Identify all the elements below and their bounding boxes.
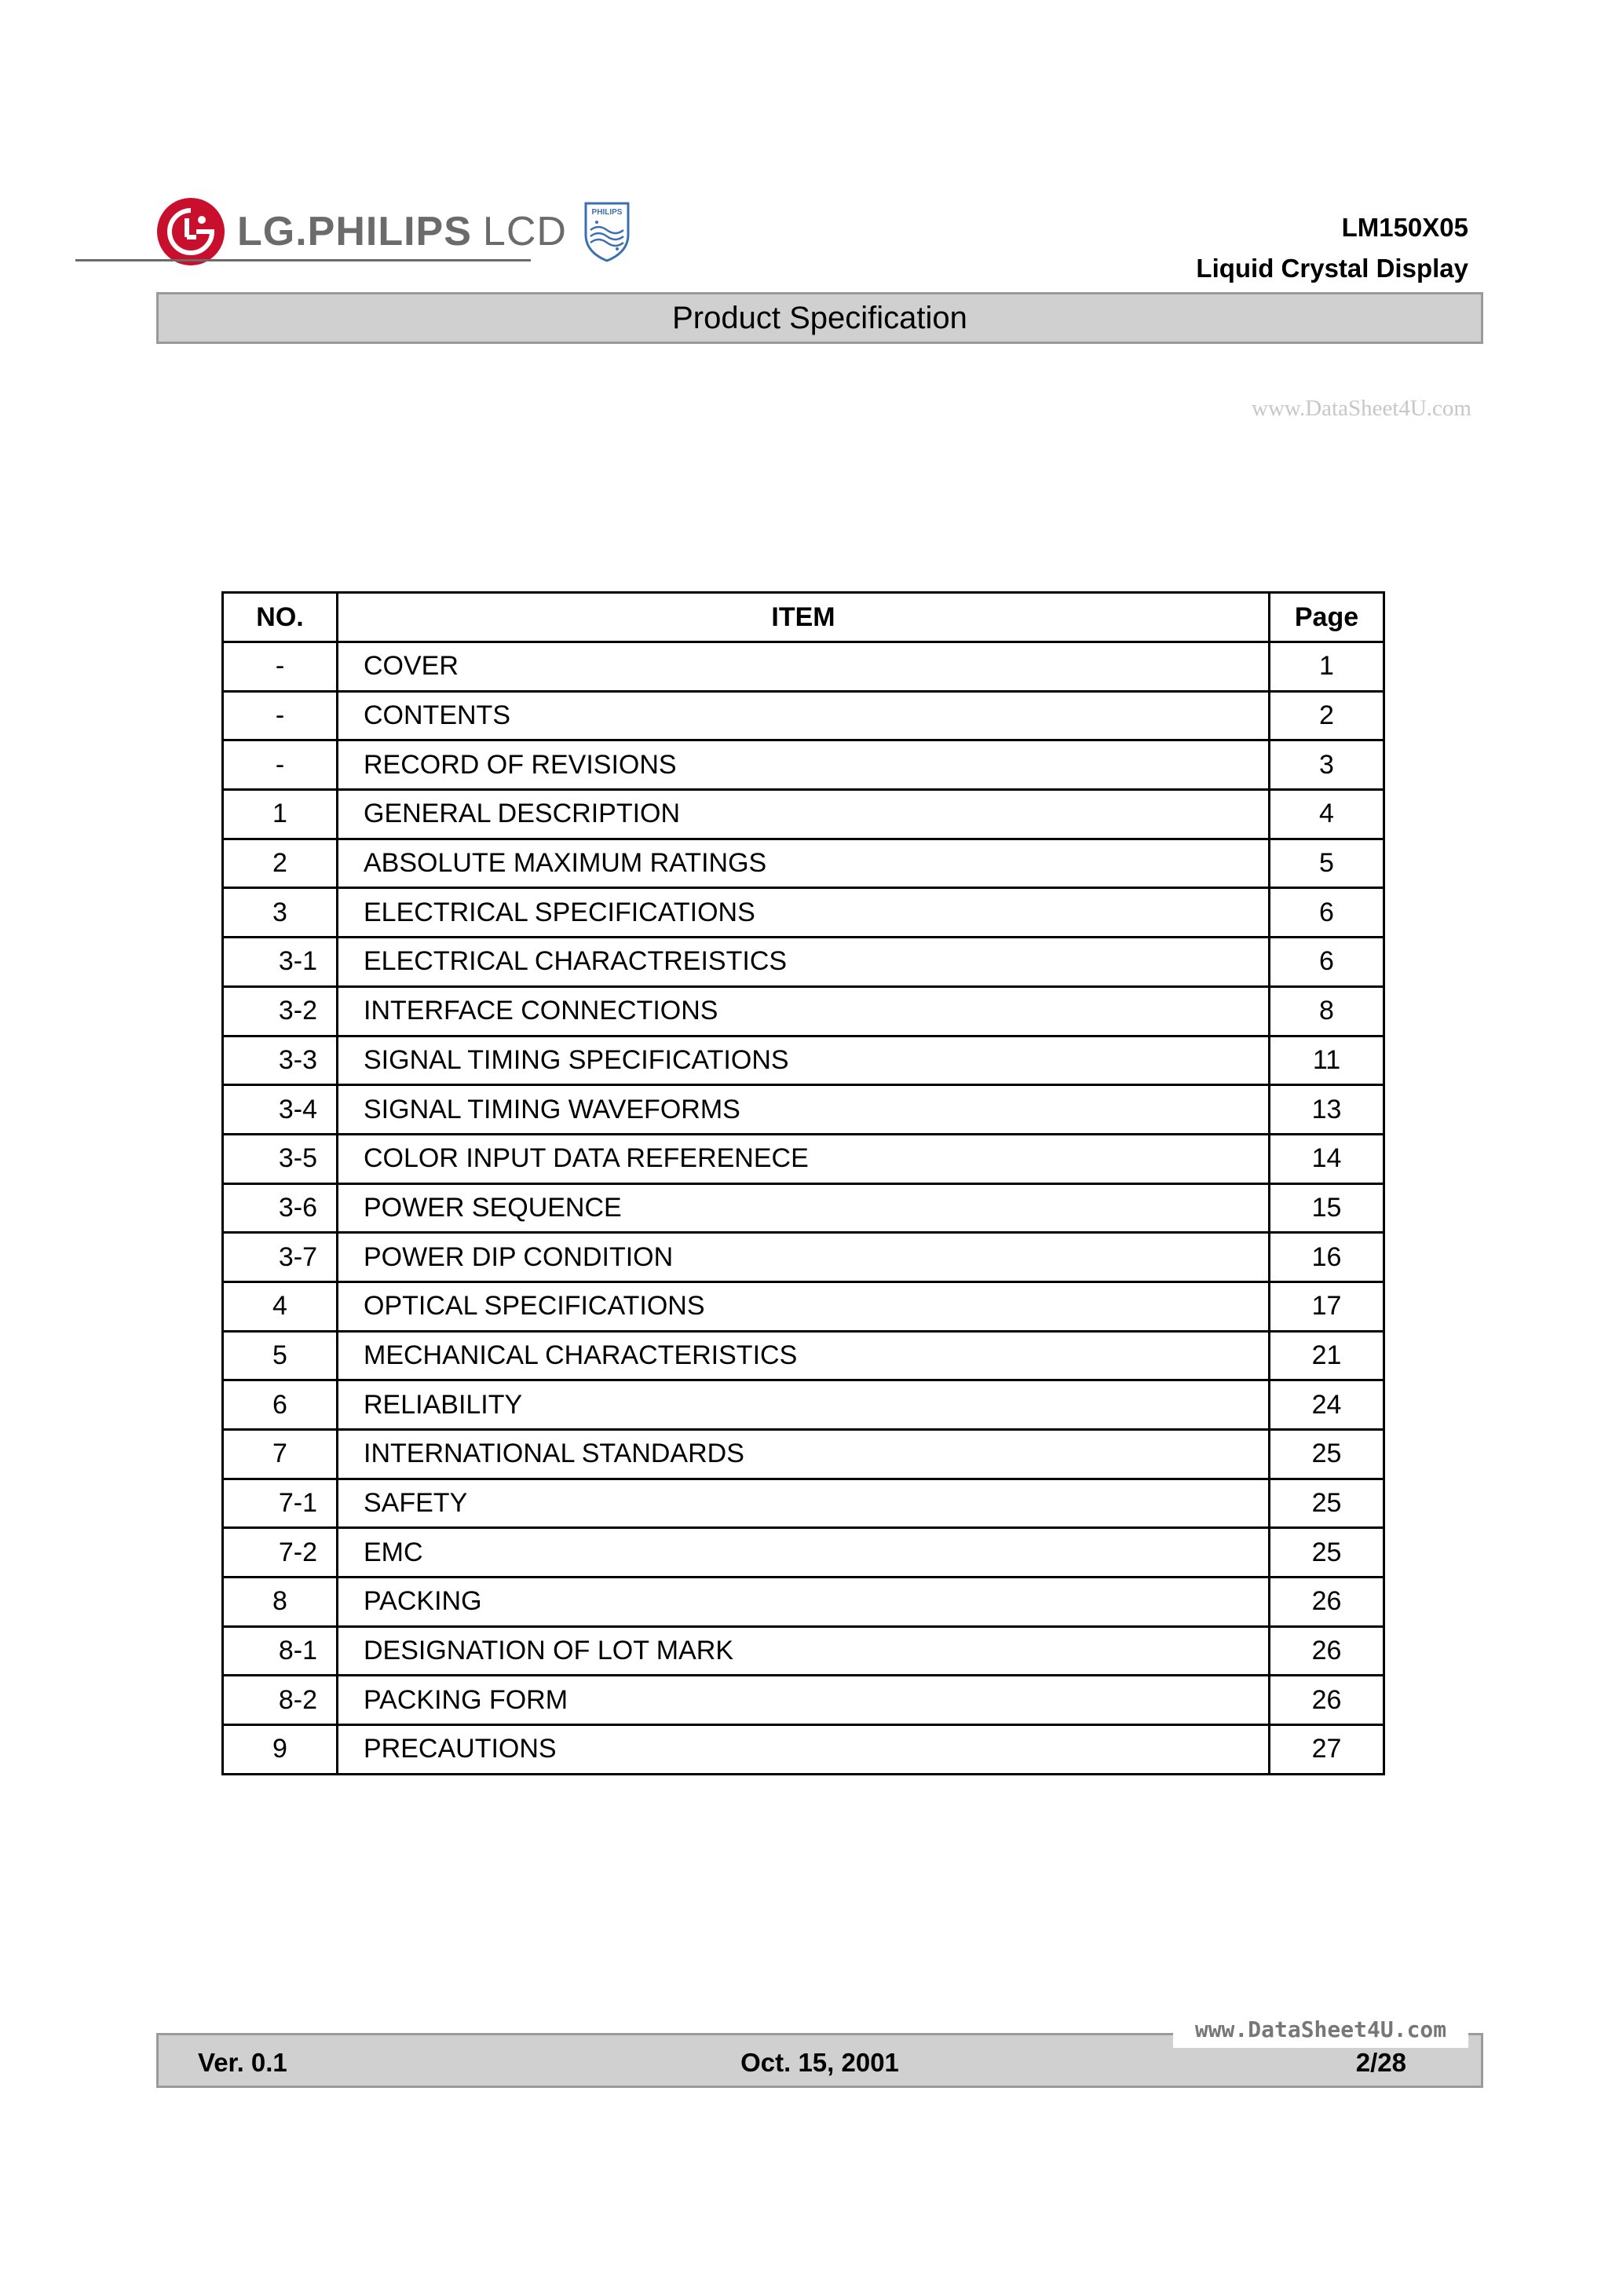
row-page: 3 bbox=[1270, 740, 1384, 790]
table-row bbox=[223, 1430, 1384, 1479]
row-number: 4 bbox=[223, 1281, 338, 1331]
model-number: LM150X05 bbox=[1341, 213, 1468, 242]
header-page: Page bbox=[1270, 593, 1384, 642]
table-row bbox=[223, 1036, 1384, 1085]
row-number: 7 bbox=[223, 1430, 338, 1479]
row-number: 1 bbox=[223, 790, 338, 839]
header-item: ITEM bbox=[338, 593, 1270, 642]
shield-text: PHILIPS bbox=[591, 208, 623, 217]
page-title: Product Specification bbox=[672, 300, 967, 335]
title-bar bbox=[156, 292, 1483, 344]
watermark-bottom: www.DataSheet4U.com bbox=[1173, 2010, 1468, 2048]
row-number: 3 bbox=[223, 888, 338, 938]
table-header-row bbox=[223, 593, 1384, 642]
row-item: COLOR INPUT DATA REFERENECE bbox=[338, 1134, 1270, 1183]
row-number: 3-7 bbox=[223, 1233, 338, 1282]
row-item: POWER SEQUENCE bbox=[338, 1183, 1270, 1233]
table-row bbox=[223, 888, 1384, 938]
row-number: 8-1 bbox=[223, 1626, 338, 1676]
row-item: ELECTRICAL CHARACTREISTICS bbox=[338, 938, 1270, 987]
row-item: POWER DIP CONDITION bbox=[338, 1233, 1270, 1282]
row-number: 3-6 bbox=[223, 1183, 338, 1233]
table-row bbox=[223, 1725, 1384, 1775]
row-page: 21 bbox=[1270, 1331, 1384, 1380]
row-item: CONTENTS bbox=[338, 691, 1270, 740]
table-row bbox=[223, 986, 1384, 1036]
row-number: 3-4 bbox=[223, 1085, 338, 1135]
table-row bbox=[223, 1085, 1384, 1135]
row-page: 2 bbox=[1270, 691, 1384, 740]
row-page: 15 bbox=[1270, 1183, 1384, 1233]
row-page: 5 bbox=[1270, 839, 1384, 888]
table-row bbox=[223, 1676, 1384, 1725]
row-number: 9 bbox=[223, 1725, 338, 1775]
row-item: COVER bbox=[338, 642, 1270, 692]
philips-shield-icon bbox=[583, 200, 631, 263]
row-item: ELECTRICAL SPECIFICATIONS bbox=[338, 888, 1270, 938]
row-number: 3-3 bbox=[223, 1036, 338, 1085]
row-number: 2 bbox=[223, 839, 338, 888]
table-row bbox=[223, 938, 1384, 987]
row-item: PACKING FORM bbox=[338, 1676, 1270, 1725]
table-row bbox=[223, 790, 1384, 839]
row-number: 3-1 bbox=[223, 938, 338, 987]
company-logo bbox=[157, 198, 631, 265]
row-number: 8-2 bbox=[223, 1676, 338, 1725]
footer-version: Ver. 0.1 bbox=[198, 2048, 287, 2077]
logo-lcd-text: LCD bbox=[482, 209, 567, 254]
lg-face-icon bbox=[157, 198, 225, 265]
row-item: PRECAUTIONS bbox=[338, 1725, 1270, 1775]
table-row bbox=[223, 1479, 1384, 1528]
row-page: 8 bbox=[1270, 986, 1384, 1036]
table-row bbox=[223, 839, 1384, 888]
table-row bbox=[223, 1233, 1384, 1282]
row-page: 26 bbox=[1270, 1578, 1384, 1627]
row-number: - bbox=[223, 642, 338, 692]
row-number: 6 bbox=[223, 1380, 338, 1430]
row-number: 8 bbox=[223, 1578, 338, 1627]
table-row bbox=[223, 1380, 1384, 1430]
row-page: 27 bbox=[1270, 1725, 1384, 1775]
row-item: SIGNAL TIMING WAVEFORMS bbox=[338, 1085, 1270, 1135]
row-number: 5 bbox=[223, 1331, 338, 1380]
row-number: 7-1 bbox=[223, 1479, 338, 1528]
table-row bbox=[223, 1183, 1384, 1233]
row-number: 7-2 bbox=[223, 1528, 338, 1578]
product-type: Liquid Crystal Display bbox=[1196, 254, 1468, 283]
row-item: MECHANICAL CHARACTERISTICS bbox=[338, 1331, 1270, 1380]
footer-date: Oct. 15, 2001 bbox=[740, 2048, 899, 2077]
row-page: 26 bbox=[1270, 1626, 1384, 1676]
table-row bbox=[223, 1578, 1384, 1627]
table-row bbox=[223, 1331, 1384, 1380]
header-model-block bbox=[1196, 207, 1468, 289]
row-item: SIGNAL TIMING SPECIFICATIONS bbox=[338, 1036, 1270, 1085]
row-item: ABSOLUTE MAXIMUM RATINGS bbox=[338, 839, 1270, 888]
logo-underline bbox=[75, 259, 531, 261]
row-page: 6 bbox=[1270, 888, 1384, 938]
row-page: 16 bbox=[1270, 1233, 1384, 1282]
table-row bbox=[223, 691, 1384, 740]
row-number: - bbox=[223, 691, 338, 740]
row-item: DESIGNATION OF LOT MARK bbox=[338, 1626, 1270, 1676]
table-body bbox=[223, 642, 1384, 1775]
contents-table bbox=[221, 591, 1385, 1775]
table-row bbox=[223, 1528, 1384, 1578]
table-row bbox=[223, 1281, 1384, 1331]
row-number: 3-5 bbox=[223, 1134, 338, 1183]
footer-page-number: 2/28 bbox=[1355, 2048, 1406, 2077]
row-page: 24 bbox=[1270, 1380, 1384, 1430]
row-item: INTERNATIONAL STANDARDS bbox=[338, 1430, 1270, 1479]
watermark-top: www.DataSheet4U.com bbox=[1252, 396, 1471, 421]
row-page: 13 bbox=[1270, 1085, 1384, 1135]
row-item: RECORD OF REVISIONS bbox=[338, 740, 1270, 790]
row-page: 4 bbox=[1270, 790, 1384, 839]
row-page: 6 bbox=[1270, 938, 1384, 987]
header-no: NO. bbox=[223, 593, 338, 642]
row-item: OPTICAL SPECIFICATIONS bbox=[338, 1281, 1270, 1331]
row-page: 17 bbox=[1270, 1281, 1384, 1331]
table-row bbox=[223, 1626, 1384, 1676]
table-row bbox=[223, 642, 1384, 692]
row-page: 25 bbox=[1270, 1528, 1384, 1578]
row-item: INTERFACE CONNECTIONS bbox=[338, 986, 1270, 1036]
row-item: GENERAL DESCRIPTION bbox=[338, 790, 1270, 839]
row-page: 25 bbox=[1270, 1479, 1384, 1528]
row-number: - bbox=[223, 740, 338, 790]
row-number: 3-2 bbox=[223, 986, 338, 1036]
logo-brand-text: LG.PHILIPS bbox=[237, 209, 472, 254]
row-page: 26 bbox=[1270, 1676, 1384, 1725]
table-row bbox=[223, 740, 1384, 790]
row-page: 14 bbox=[1270, 1134, 1384, 1183]
row-page: 25 bbox=[1270, 1430, 1384, 1479]
row-page: 1 bbox=[1270, 642, 1384, 692]
table-row bbox=[223, 1134, 1384, 1183]
row-item: PACKING bbox=[338, 1578, 1270, 1627]
row-item: SAFETY bbox=[338, 1479, 1270, 1528]
row-page: 11 bbox=[1270, 1036, 1384, 1085]
row-item: RELIABILITY bbox=[338, 1380, 1270, 1430]
row-item: EMC bbox=[338, 1528, 1270, 1578]
